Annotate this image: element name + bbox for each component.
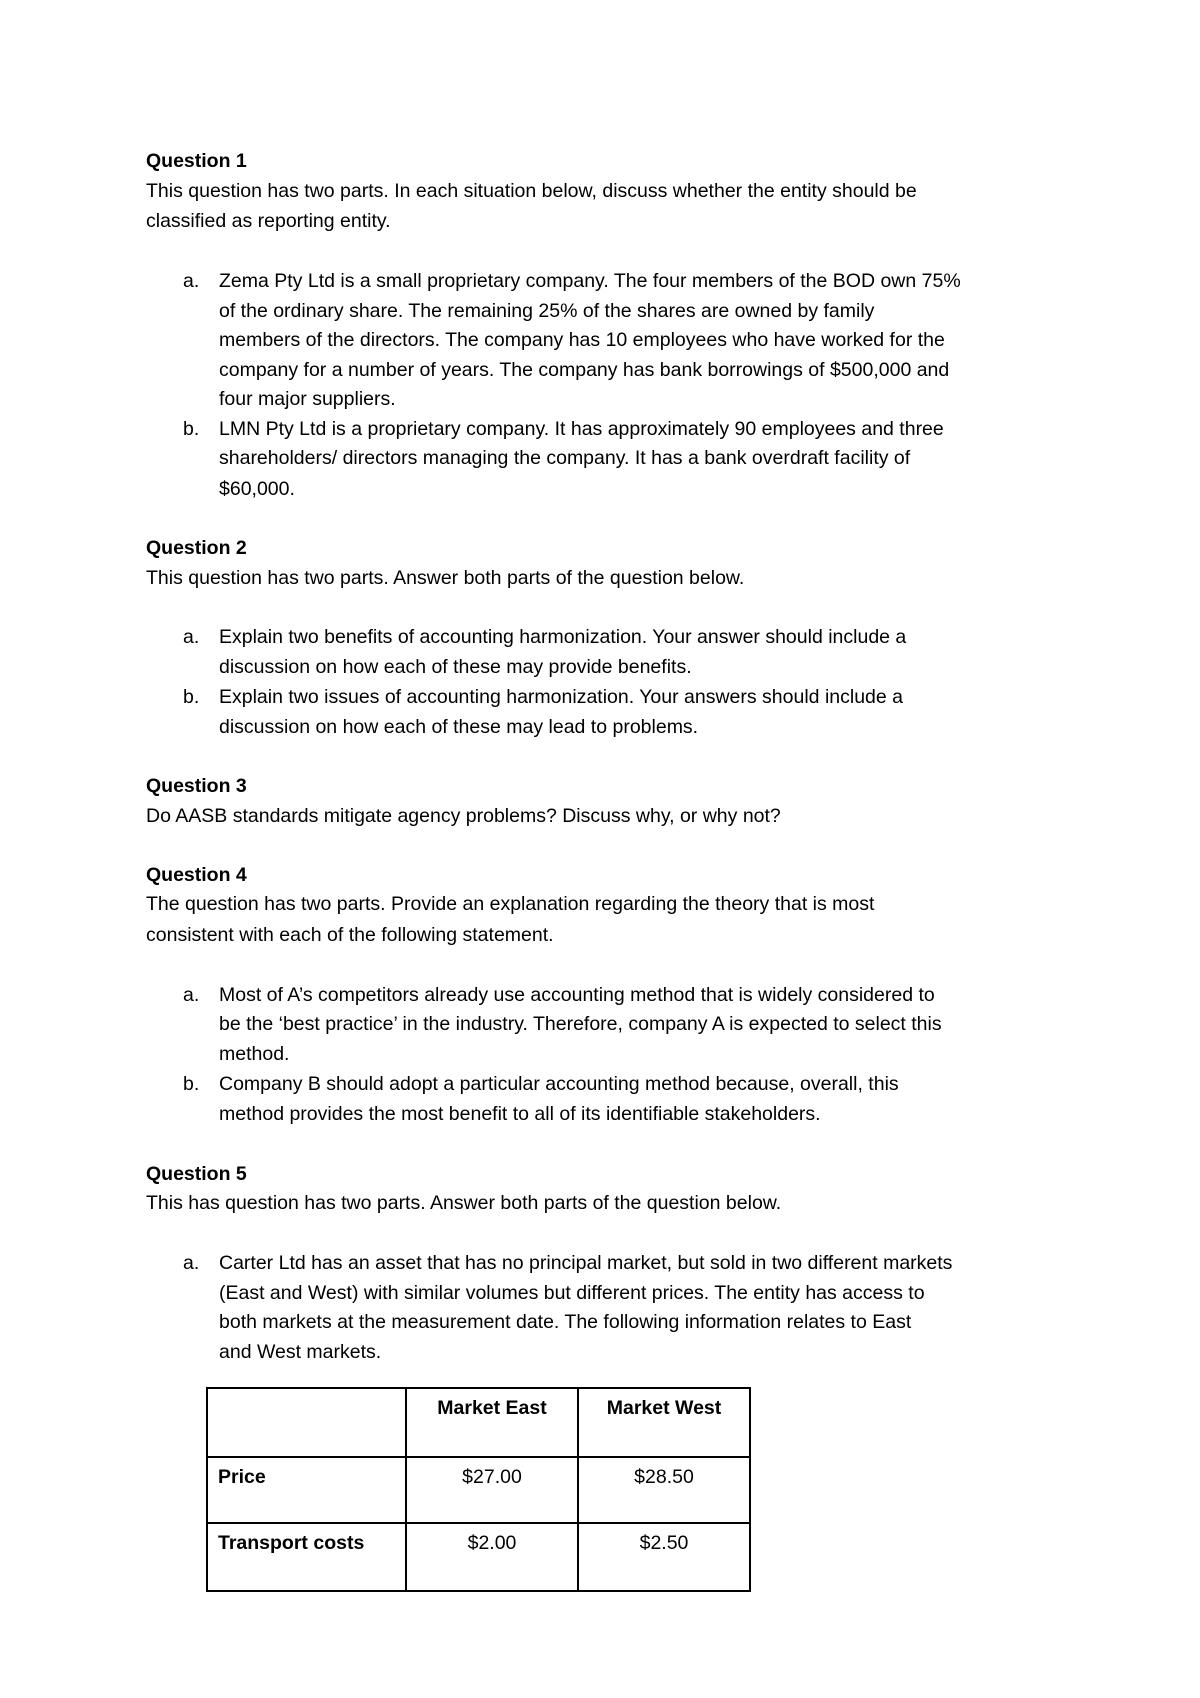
list-marker: a. xyxy=(183,1252,200,1274)
text-line: This has question has two parts. Answer both parts of the question below. xyxy=(146,1192,782,1214)
text-line: consistent with each of the following statement. xyxy=(146,924,554,946)
question-heading: Question 2 xyxy=(146,537,247,559)
table-header-row xyxy=(207,1388,750,1457)
text-line: discussion on how each of these may provide benefits. xyxy=(219,656,692,678)
table-header-market-east: Market East xyxy=(406,1388,578,1457)
question-heading: Question 5 xyxy=(146,1163,247,1185)
table-row xyxy=(207,1457,750,1523)
text-line: Explain two benefits of accounting harmonization. Your answer should include a xyxy=(219,626,907,648)
price-west: $28.50 xyxy=(578,1457,750,1523)
text-line: LMN Pty Ltd is a proprietary company. It has approximately 90 employees and three xyxy=(219,418,944,440)
list-marker: b. xyxy=(183,418,200,440)
list-marker: a. xyxy=(183,626,200,648)
text-line: This question has two parts. Answer both parts of the question below. xyxy=(146,567,745,589)
text-line: company for a number of years. The company has bank borrowings of $500,000 and xyxy=(219,359,950,381)
text-line: This question has two parts. In each situation below, discuss whether the entity should be xyxy=(146,180,917,202)
text-line: The question has two parts. Provide an explanation regarding the theory that is most xyxy=(146,893,875,915)
text-line: Most of A’s competitors already use accounting method that is widely considered to xyxy=(219,984,935,1006)
transport-west: $2.50 xyxy=(578,1523,750,1591)
list-marker: b. xyxy=(183,1073,200,1095)
question-heading: Question 4 xyxy=(146,864,247,886)
text-line: be the ‘best practice’ in the industry. Therefore, company A is expected to select this xyxy=(219,1013,942,1035)
text-line: four major suppliers. xyxy=(219,388,396,410)
text-line: and West markets. xyxy=(219,1341,382,1363)
text-line: discussion on how each of these may lead to problems. xyxy=(219,716,699,738)
text-line: of the ordinary share. The remaining 25% of the shares are owned by family xyxy=(219,300,875,322)
text-line: method. xyxy=(219,1043,290,1065)
text-line: Zema Pty Ltd is a small proprietary company. The four members of the BOD own 75% xyxy=(219,270,961,292)
row-label-transport: Transport costs xyxy=(207,1523,406,1591)
text-line: shareholders/ directors managing the company. It has a bank overdraft facility of xyxy=(219,447,911,469)
table-row xyxy=(207,1523,750,1591)
table-header-market-west: Market West xyxy=(578,1388,750,1457)
price-east: $27.00 xyxy=(406,1457,578,1523)
text-line: classified as reporting entity. xyxy=(146,210,391,232)
text-line: Explain two issues of accounting harmonization. Your answers should include a xyxy=(219,686,903,708)
question-heading: Question 1 xyxy=(146,150,247,172)
transport-east: $2.00 xyxy=(406,1523,578,1591)
market-table xyxy=(206,1387,751,1592)
text-line: method provides the most benefit to all of its identifiable stakeholders. xyxy=(219,1103,821,1125)
text-line: (East and West) with similar volumes but different prices. The entity has access to xyxy=(219,1282,925,1304)
list-marker: a. xyxy=(183,984,200,1006)
text-line: Company B should adopt a particular accounting method because, overall, this xyxy=(219,1073,899,1095)
list-marker: a. xyxy=(183,270,200,292)
question-heading: Question 3 xyxy=(146,775,247,797)
row-label-price: Price xyxy=(207,1457,406,1523)
text-line: members of the directors. The company has 10 employees who have worked for the xyxy=(219,329,945,351)
list-marker: b. xyxy=(183,686,200,708)
table-header-empty xyxy=(207,1388,406,1457)
text-line: both markets at the measurement date. The following information relates to East xyxy=(219,1311,912,1333)
text-line: Do AASB standards mitigate agency problems? Discuss why, or why not? xyxy=(146,805,781,827)
text-line: $60,000. xyxy=(219,478,295,500)
text-line: Carter Ltd has an asset that has no principal market, but sold in two different markets xyxy=(219,1252,953,1274)
